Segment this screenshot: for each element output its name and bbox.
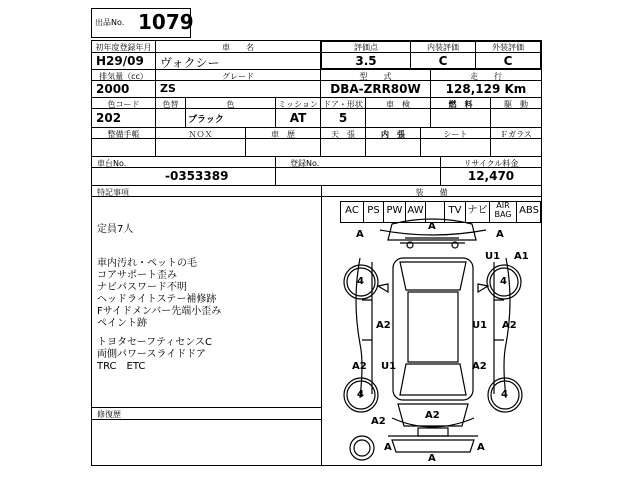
remark-line: TRC ETC: [97, 361, 146, 372]
damage-code: U1: [381, 361, 397, 372]
remark-line: 車内汚れ・ペットの毛: [97, 258, 197, 269]
damage-code: A: [384, 442, 392, 453]
equipment-ac: AC: [345, 205, 359, 216]
chassis-number-label: 車台No.: [97, 159, 127, 168]
equipment-tv: TV: [448, 205, 462, 216]
damage-code: 4: [357, 389, 364, 400]
damage-code: A2: [425, 410, 440, 421]
damage-code: A: [477, 442, 485, 453]
mileage-label: 走 行: [470, 72, 502, 81]
recycle-fee-value: 12,470: [467, 169, 515, 183]
seating-capacity: 定員7人: [97, 224, 134, 235]
equipment-navi: ナビ: [467, 205, 488, 216]
damage-code: 4: [500, 276, 507, 287]
car-name-value: ヴォクシー: [160, 56, 220, 70]
doors-value: 5: [338, 111, 348, 125]
color-code-label: 色コード: [107, 100, 140, 109]
inspection-label: 車 検: [386, 100, 410, 109]
color-code-value: 202: [96, 111, 122, 125]
lot-number-value: 1079: [138, 10, 194, 34]
first-registration-label: 初年度登録年月: [95, 43, 152, 52]
remark-line: 両側パワースライドドア: [97, 349, 206, 360]
grade-label: グレード: [222, 72, 254, 81]
damage-code: A2: [352, 361, 367, 372]
grade-value: ZS: [160, 82, 176, 95]
nox-label: ＮＯＸ: [188, 130, 213, 139]
fuel-label: 燃 料: [448, 100, 473, 109]
interior-trim-label: 内 張: [381, 130, 405, 139]
remark-line: ナビパスワード不明: [97, 282, 187, 293]
equipment-abs: ABS: [519, 205, 539, 216]
exterior-grade-value: C: [503, 54, 513, 68]
color-value: ブラック: [188, 115, 224, 125]
damage-code: A2: [472, 361, 487, 372]
recycle-fee-label: リサイクル料金: [463, 159, 519, 168]
damage-code: A: [428, 453, 436, 464]
damage-code: 4: [357, 276, 364, 287]
exterior-grade-label: 外装評価: [492, 43, 524, 52]
equipment-pw: PW: [386, 205, 403, 216]
model-code-value: DBA-ZRR80W: [330, 82, 421, 96]
color-change-label: 色替: [162, 100, 179, 109]
car-name-label: 車 名: [222, 43, 254, 52]
remark-line: Fサイドメンバー先端小歪み: [97, 306, 222, 317]
registration-number-label: 登録No.: [290, 159, 320, 168]
seat-label: シート: [443, 130, 468, 139]
equipment-ps: PS: [367, 205, 380, 216]
remark-line: トヨタセーフティセンスC: [97, 337, 212, 348]
score-value: 3.5: [355, 54, 377, 68]
maintenance-book-label: 整備手帳: [107, 130, 140, 139]
damage-code: A: [356, 229, 364, 240]
damage-code: A1: [514, 251, 529, 262]
displacement-label: 排気量（cc）: [99, 72, 148, 81]
remark-line: コアサポート歪み: [97, 270, 177, 281]
displacement-value: 2000: [96, 82, 130, 96]
repair-history-label: 修復歴: [97, 410, 121, 419]
damage-code: U1: [472, 320, 488, 331]
interior-grade-label: 内装評価: [427, 43, 459, 52]
interior-grade-value: C: [438, 54, 448, 68]
equipment-title: 装 備: [415, 188, 448, 197]
remark-line: ペイント跡: [97, 318, 147, 329]
remark-line: ヘッドライトステー補修跡: [97, 294, 217, 305]
damage-code: A2: [376, 320, 391, 331]
score-label: 評価点: [354, 43, 378, 52]
mission-value: AT: [289, 111, 307, 125]
equipment-airbag: AIR BAG: [494, 201, 512, 219]
doors-label: ドア・形状: [323, 100, 363, 109]
equipment-aw: AW: [407, 205, 424, 216]
headliner-label: 天 張: [331, 130, 355, 139]
damage-code: 4: [501, 389, 508, 400]
damage-code: U1: [485, 251, 501, 262]
damage-code: A: [496, 229, 504, 240]
vehicle-history-label: 車 歴: [271, 130, 295, 139]
model-code-label: 型 式: [359, 72, 392, 81]
mission-label: ミッション: [278, 100, 318, 109]
drive-label: 駆 動: [504, 100, 528, 109]
color-label: 色: [226, 100, 235, 109]
damage-code: A2: [502, 320, 517, 331]
lot-number-label: 出品No.: [95, 18, 125, 27]
chassis-number-value: -0353389: [165, 169, 229, 183]
mileage-value: 128,129 Km: [445, 82, 527, 96]
front-glass-label: Ｆガラス: [500, 130, 532, 139]
damage-code: A2: [371, 416, 386, 427]
remarks-title: 特記事項: [97, 188, 129, 197]
first-registration-value: H29/09: [96, 54, 144, 68]
damage-code: A: [428, 221, 436, 232]
